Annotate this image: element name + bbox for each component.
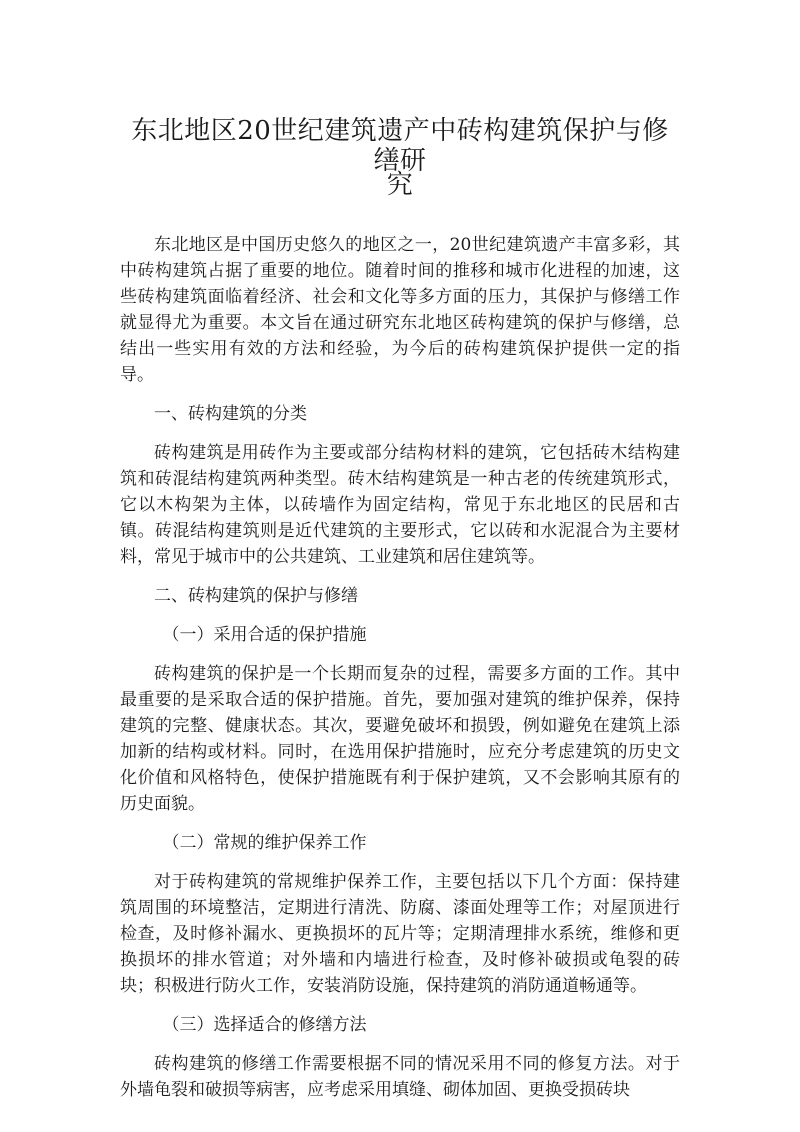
maintenance-paragraph: 对于砖构建筑的常规维护保养工作，主要包括以下几个方面：保持建筑周围的环境整洁，定期进行清洗、防腐、漆面处理等工作；对屋顶进行检查，及时修补漏水、更换损坏的瓦片等；定期清理排水系统，维修和更换损坏的排水管道；对外墙和内墙进行检查，及时修补破损或龟裂的砖块；积极进行防火工作，安装消防设施，保持建筑的消防通道畅通等。 xyxy=(120,872,680,996)
subsection-heading-repair-methods: （三）选择适合的修缮方法 xyxy=(162,1015,367,1035)
intro-paragraph: 东北地区是中国历史悠久的地区之一，20世纪建筑遗产丰富多彩，其中砖构建筑占据了重要的地位。随着时间的推移和城市化进程的加速，这些砖构建筑面临着经济、社会和文化等多方面的压力，其保护与修缮工作就显得尤为重要。本文旨在通过研究东北地区砖构建筑的保护与修缮，总结出一些实用有效的方法和经验，为今后的砖构建筑保护提供一定的指导。 xyxy=(120,235,680,385)
section-heading-protection: 二、砖构建筑的保护与修缮 xyxy=(154,586,358,606)
measures-paragraph: 砖构建筑的保护是一个长期而复杂的过程，需要多方面的工作。其中最重要的是采取合适的保护措施。首先，要加强对建筑的维护保养，保持建筑的完整、健康状态。其次，要避免破坏和损毁，例如避免在建筑上添加新的结构或材料。同时，在选用保护措施时，应充分考虑建筑的历史文化价值和风格特色，使保护措施既有利于保护建筑，又不会影响其原有的历史面貌。 xyxy=(120,664,680,814)
repair-methods-paragraph: 砖构建筑的修缮工作需要根据不同的情况采用不同的修复方法。对于外墙龟裂和破损等病害，应考虑采用填缝、砌体加固、更换受损砖块 xyxy=(120,1054,680,1100)
document-body xyxy=(120,232,680,1116)
subsection-heading-measures: （一）采用合适的保护措施 xyxy=(162,625,367,645)
document-title-line-2: 究 xyxy=(386,170,414,200)
document-title-line-1: 东北地区20世纪建筑遗产中砖构建筑保护与修缮研 xyxy=(131,116,669,176)
classification-paragraph: 砖构建筑是用砖作为主要或部分结构材料的建筑，它包括砖木结构建筑和砖混结构建筑两种类型。砖木结构建筑是一种古老的传统建筑形式，它以木构架为主体，以砖墙作为固定结构，常见于东北地区的民居和古镇。砖混结构建筑则是近代建筑的主要形式，它以砖和水泥混合为主要材料，常见于城市中的公共建筑、工业建筑和居住建筑等。 xyxy=(120,443,680,567)
subsection-heading-maintenance: （二）常规的维护保养工作 xyxy=(162,833,367,853)
section-heading-classification: 一、砖构建筑的分类 xyxy=(154,404,307,424)
